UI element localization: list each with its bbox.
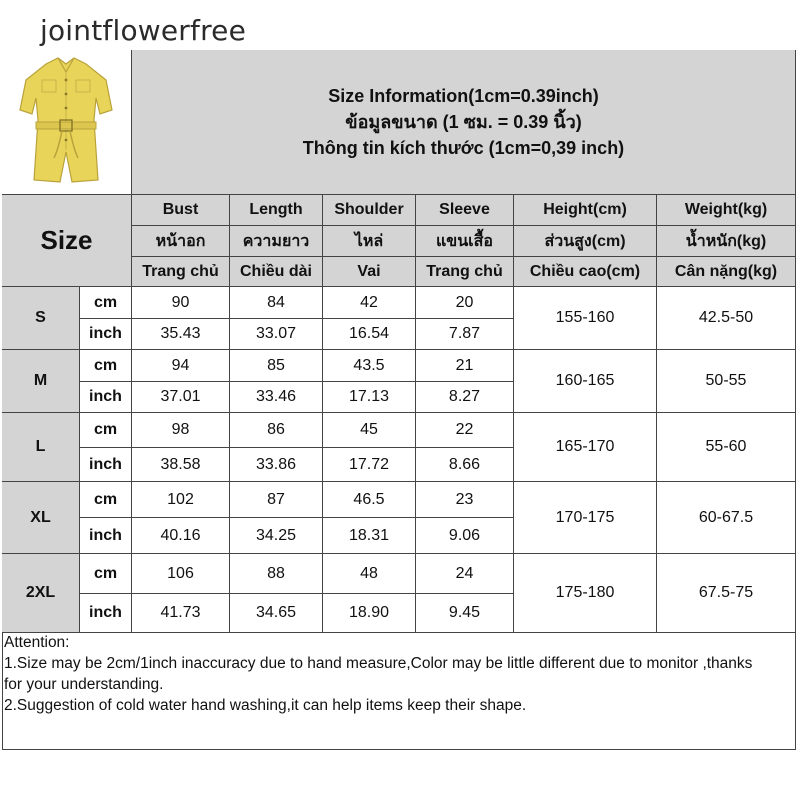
- value-inch-cell: 17.13: [323, 382, 416, 413]
- value-inch-cell: 34.65: [230, 594, 323, 633]
- value-inch-cell: 18.31: [323, 518, 416, 554]
- header-th-col-1: ความยาว: [230, 226, 323, 257]
- header-th-col-4: ส่วนสูง(cm): [514, 226, 657, 257]
- value-inch-cell: 16.54: [323, 319, 416, 350]
- attention-line-1: 1.Size may be 2cm/1inch inaccuracy due to hand measure,Color may be little different due to monitor ,thanks: [4, 655, 753, 672]
- header-en-col-1: Length: [230, 195, 323, 226]
- unit-cm-cell: cm: [80, 413, 132, 448]
- value-cm-cell: 46.5: [323, 482, 416, 518]
- value-inch-cell: 33.46: [230, 382, 323, 413]
- value-cm-cell: 90: [132, 287, 230, 319]
- value-cm-cell: 94: [132, 350, 230, 382]
- attention-title: Attention:: [4, 634, 70, 651]
- header-vi-col-0: Trang chủ: [132, 257, 230, 287]
- value-cm-cell: 88: [230, 554, 323, 594]
- header-en-col-0: Bust: [132, 195, 230, 226]
- height-range-cell: 165-170: [514, 413, 657, 482]
- header-vi-col-2: Vai: [323, 257, 416, 287]
- value-cm-cell: 106: [132, 554, 230, 594]
- height-range-cell: 170-175: [514, 482, 657, 554]
- value-inch-cell: 17.72: [323, 448, 416, 482]
- header-th-col-0: หน้าอก: [132, 226, 230, 257]
- value-inch-cell: 8.27: [416, 382, 514, 413]
- value-cm-cell: 21: [416, 350, 514, 382]
- value-cm-cell: 42: [323, 287, 416, 319]
- value-inch-cell: 41.73: [132, 594, 230, 633]
- value-cm-cell: 87: [230, 482, 323, 518]
- value-inch-cell: 40.16: [132, 518, 230, 554]
- info-line-thai: ข้อมูลขนาด (1 ซม. = 0.39 นิ้ว): [345, 112, 582, 132]
- header-vi-col-3: Trang chủ: [416, 257, 514, 287]
- size-chart-table: [2, 50, 796, 633]
- height-range-cell: 160-165: [514, 350, 657, 413]
- header-en-col-3: Sleeve: [416, 195, 514, 226]
- unit-cm-cell: cm: [80, 287, 132, 319]
- weight-range-cell: 55-60: [657, 413, 796, 482]
- unit-cm-cell: cm: [80, 554, 132, 594]
- value-cm-cell: 24: [416, 554, 514, 594]
- watermark-text: jointflowerfree: [40, 14, 247, 47]
- weight-range-cell: 67.5-75: [657, 554, 796, 633]
- value-cm-cell: 23: [416, 482, 514, 518]
- value-cm-cell: 84: [230, 287, 323, 319]
- unit-inch-cell: inch: [80, 518, 132, 554]
- weight-range-cell: 60-67.5: [657, 482, 796, 554]
- value-cm-cell: 86: [230, 413, 323, 448]
- size-information-header: [132, 50, 796, 195]
- value-inch-cell: 33.86: [230, 448, 323, 482]
- unit-inch-cell: inch: [80, 594, 132, 633]
- value-cm-cell: 102: [132, 482, 230, 518]
- size-label: Size: [2, 195, 132, 287]
- header-th-col-3: แขนเสื้อ: [416, 226, 514, 257]
- attention-line-2: 2.Suggestion of cold water hand washing,it can help items keep their shape.: [4, 697, 527, 714]
- attention-line-1b: for your understanding.: [4, 676, 164, 693]
- value-cm-cell: 85: [230, 350, 323, 382]
- info-line-vietnamese: Thông tin kích thước (1cm=0,39 inch): [302, 138, 625, 158]
- value-inch-cell: 35.43: [132, 319, 230, 350]
- header-vi-col-5: Cân nặng(kg): [657, 257, 796, 287]
- size-cell: M: [2, 350, 80, 413]
- value-cm-cell: 48: [323, 554, 416, 594]
- size-cell: L: [2, 413, 80, 482]
- value-cm-cell: 20: [416, 287, 514, 319]
- unit-inch-cell: inch: [80, 448, 132, 482]
- size-cell: XL: [2, 482, 80, 554]
- value-inch-cell: 38.58: [132, 448, 230, 482]
- header-vi-col-4: Chiều cao(cm): [514, 257, 657, 287]
- unit-cm-cell: cm: [80, 350, 132, 382]
- unit-cm-cell: cm: [80, 482, 132, 518]
- value-inch-cell: 34.25: [230, 518, 323, 554]
- unit-inch-cell: inch: [80, 382, 132, 413]
- header-th-col-2: ไหล่: [323, 226, 416, 257]
- size-cell: S: [2, 287, 80, 350]
- header-en-col-4: Height(cm): [514, 195, 657, 226]
- value-inch-cell: 9.45: [416, 594, 514, 633]
- value-cm-cell: 98: [132, 413, 230, 448]
- header-en-col-5: Weight(kg): [657, 195, 796, 226]
- height-range-cell: 175-180: [514, 554, 657, 633]
- weight-range-cell: 50-55: [657, 350, 796, 413]
- info-line-english: Size Information(1cm=0.39inch): [328, 86, 599, 106]
- header-en-col-2: Shoulder: [323, 195, 416, 226]
- value-cm-cell: 45: [323, 413, 416, 448]
- value-inch-cell: 7.87: [416, 319, 514, 350]
- weight-range-cell: 42.5-50: [657, 287, 796, 350]
- attention-notes: [4, 632, 794, 716]
- header-vi-col-1: Chiều dài: [230, 257, 323, 287]
- value-inch-cell: 8.66: [416, 448, 514, 482]
- value-inch-cell: 37.01: [132, 382, 230, 413]
- height-range-cell: 155-160: [514, 287, 657, 350]
- header-th-col-5: น้ำหนัก(kg): [657, 226, 796, 257]
- unit-inch-cell: inch: [80, 319, 132, 350]
- value-cm-cell: 43.5: [323, 350, 416, 382]
- value-cm-cell: 22: [416, 413, 514, 448]
- size-cell: 2XL: [2, 554, 80, 633]
- value-inch-cell: 33.07: [230, 319, 323, 350]
- value-inch-cell: 9.06: [416, 518, 514, 554]
- value-inch-cell: 18.90: [323, 594, 416, 633]
